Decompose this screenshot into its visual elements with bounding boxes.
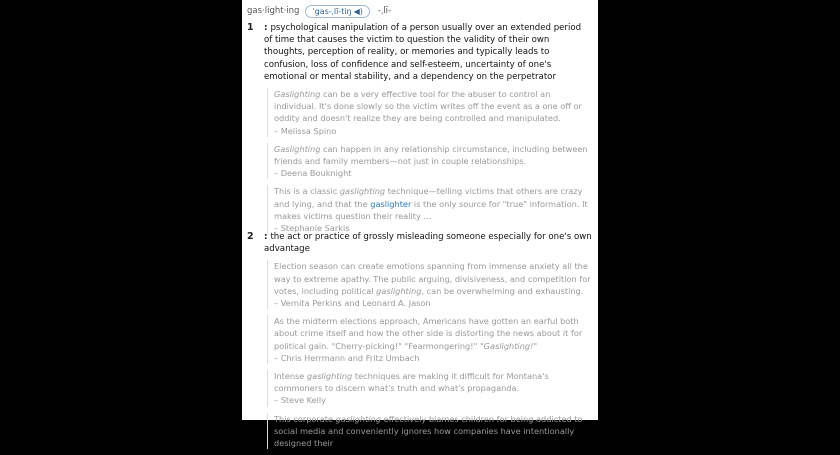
example-quote (267, 260, 592, 309)
entry-header (247, 4, 391, 18)
example-text: is the only source for "true" information. It makes victims question their reality … (274, 198, 588, 221)
example-quote (267, 370, 592, 407)
example-quote (267, 185, 592, 234)
headword-usage: gaslighting (335, 413, 381, 424)
sense-definition: : psychological manipulation of a person usually over an extended period of time that causes the victim to question the validity of their own thoughts, perception of reality, or memories and typically leads to confusion, loss of confidence and self-esteem, uncertainty of one's emotional or mental stability, and a dependency on the perpetrator (264, 23, 582, 82)
example-text: technique—telling victims that others are crazy and lying, and that the (274, 186, 583, 209)
headword-usage: gaslighting (376, 285, 422, 296)
example-source: – Melissa Spino (274, 125, 337, 136)
pronunciation-text: ˈgas-ˌlī-tiŋ (312, 6, 352, 16)
example-text: Election season can create emotions spanning from immense anxiety all the way to extreme apathy. The public arguing, divisiveness, and competition for votes, including political (274, 261, 591, 296)
example-quote (267, 88, 592, 137)
related-word-link[interactable]: gaslighter (370, 198, 412, 209)
sense-2 (247, 231, 592, 455)
example-text: Intense (274, 371, 307, 382)
sense-1 (247, 22, 592, 240)
headword-usage: Gaslighting (274, 143, 321, 154)
headword-usage: Gaslighting (274, 89, 321, 100)
example-source: – Steve Kelly (274, 395, 327, 406)
example-quote (267, 143, 592, 180)
example-list (267, 260, 592, 449)
example-list (267, 88, 592, 234)
example-source: – Chris Herrmann and Fritz Umbach (274, 352, 420, 363)
example-text: techniques are making it difficult for Montana's commoners to discern what's truth and what's propaganda. (274, 371, 549, 394)
example-source: – Vernita Perkins and Leonard A. Jason (274, 298, 431, 309)
example-text: effectively blames children for being addicted to social media and conveniently ignores how companies have intentionally designed their (274, 413, 583, 449)
example-source: – Stephanie Sarkis (274, 223, 350, 234)
example-quote (267, 413, 592, 450)
speaker-icon: ◀) (353, 6, 363, 16)
sense-definition: : the act or practice of grossly misleading someone especially for one's own advantage (264, 232, 592, 255)
alt-pronunciation: -ˌlī- (377, 6, 392, 16)
sense-number: 2 (247, 231, 254, 242)
dictionary-panel (242, 0, 598, 449)
example-text: , can be overwhelming and exhausting. (421, 285, 584, 296)
example-quote (267, 315, 592, 364)
sense-number: 1 (247, 22, 254, 33)
headword-usage: gaslighting (339, 186, 386, 197)
example-text: " (533, 340, 538, 351)
pronunciation-button[interactable] (305, 5, 369, 18)
example-source: – Deena Bouknight (274, 168, 352, 179)
example-text: This is a classic (274, 186, 340, 197)
headword-syllables: gas·light·ing (247, 6, 300, 16)
headword-usage: gaslighting (306, 371, 353, 382)
example-text: This corporate (274, 413, 336, 424)
example-text: can happen in any relationship circumstance, including between friends and family members—not just in couple relationships. (274, 143, 588, 167)
example-text: can be a very effective tool for the abuser to control an individual. It's done slowly so the victim writes off the event as a one off or oddity and doesn't realize they are being controlled and manipulated. (274, 89, 582, 124)
headword-usage: Gaslighting! (483, 340, 534, 351)
example-text: As the midterm elections approach, Americans have gotten an earful both about crime itself and how the other side is distorting the news about it for political gain. "Cherry-picking!" "Fearmongering!" " (274, 316, 583, 351)
